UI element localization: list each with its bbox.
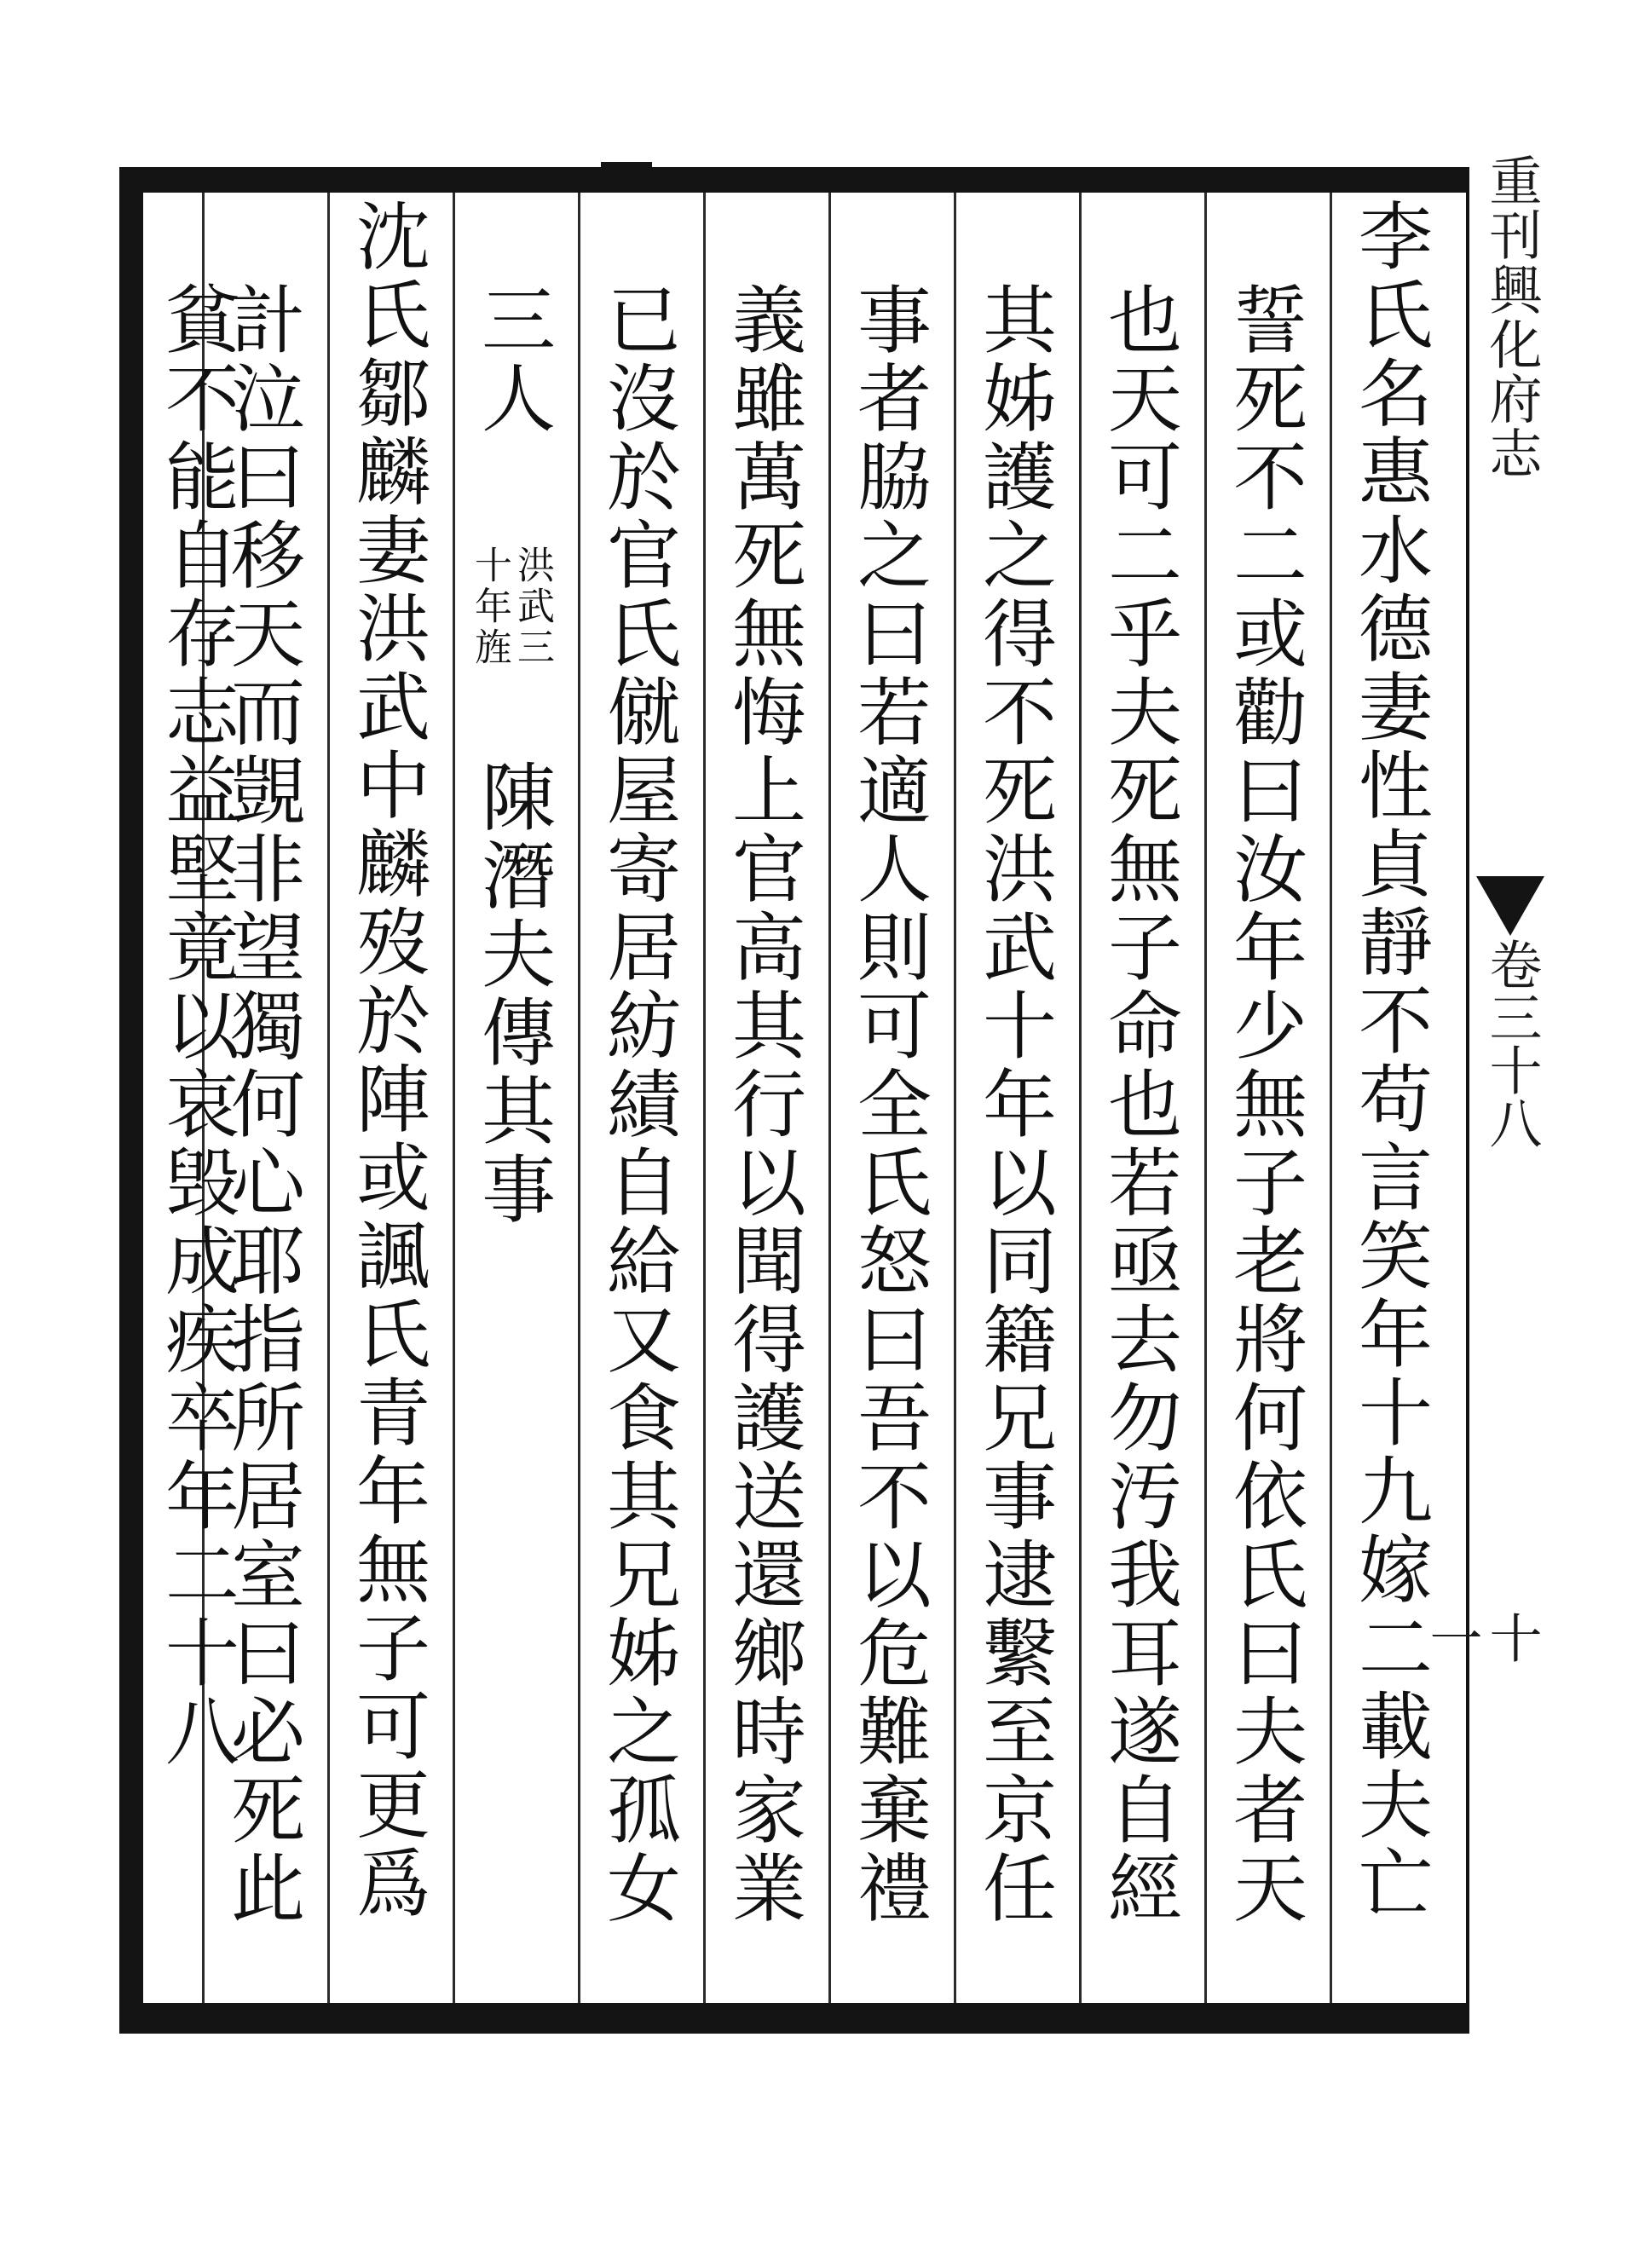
text-column-3: 也天可二乎夫死無子命也若亟去勿汚我耳遂自經 xyxy=(1095,281,1182,1928)
text-column-9: 沈氏鄒麟妻洪武中麟歿於陣或諷氏青年無子可更爲 xyxy=(343,198,430,1923)
page-number: 十一 xyxy=(1421,1611,1543,1664)
annotation-left: 十年旌 xyxy=(468,545,511,668)
column-rule xyxy=(1079,193,1082,2003)
frame-left-border xyxy=(119,167,143,2034)
column-rule xyxy=(1204,193,1207,2003)
text-column-5: 事者脇之曰若適人則可全氏怒曰吾不以危難棄禮 xyxy=(845,281,932,1928)
text-column-2: 誓死不二或勸曰汝年少無子老將何依氏曰夫者天 xyxy=(1221,281,1307,1928)
center-margin-strip xyxy=(1421,145,1553,2046)
column-rule xyxy=(578,193,580,2003)
text-column-7: 已沒於官氏僦屋寄居紡績自給又食其兄姊之孤女 xyxy=(594,281,681,1928)
frame-top-notch xyxy=(601,162,652,174)
annotation-right: 洪武三 xyxy=(511,545,554,668)
frame-top-border xyxy=(119,167,1466,193)
column-rule xyxy=(1330,193,1332,2003)
column-rule xyxy=(703,193,706,2003)
text-column-8-continued: 陳潛夫傳其事 xyxy=(469,759,556,1229)
text-column-6: 義雖萬死無悔上官高其行以聞得護送還鄉時家業 xyxy=(719,281,806,1928)
column-rule xyxy=(327,193,330,2003)
column-rule xyxy=(954,193,956,2003)
text-column-1: 李氏名惠水德妻性貞靜不苟言笑年十九嫁二載夫亡 xyxy=(1346,198,1433,1923)
text-column-8: 三人 xyxy=(469,281,556,438)
book-title: 重刊興化府志 xyxy=(1480,153,1543,481)
column-rule xyxy=(453,193,455,2003)
text-column-11: 貧不能自存志益堅竟以哀毁成疾卒年二十八 xyxy=(153,281,240,1771)
text-column-4: 其姊護之得不死洪武十年以同籍兄事逮繫至京任 xyxy=(970,281,1057,1928)
text-column-10: 計泣曰移天而覬非望獨何心耶指所居室曰必死此 xyxy=(218,281,305,1928)
fish-tail-mark xyxy=(1476,876,1544,936)
column-rule xyxy=(828,193,831,2003)
juan-number: 卷三十八 xyxy=(1480,938,1543,1149)
